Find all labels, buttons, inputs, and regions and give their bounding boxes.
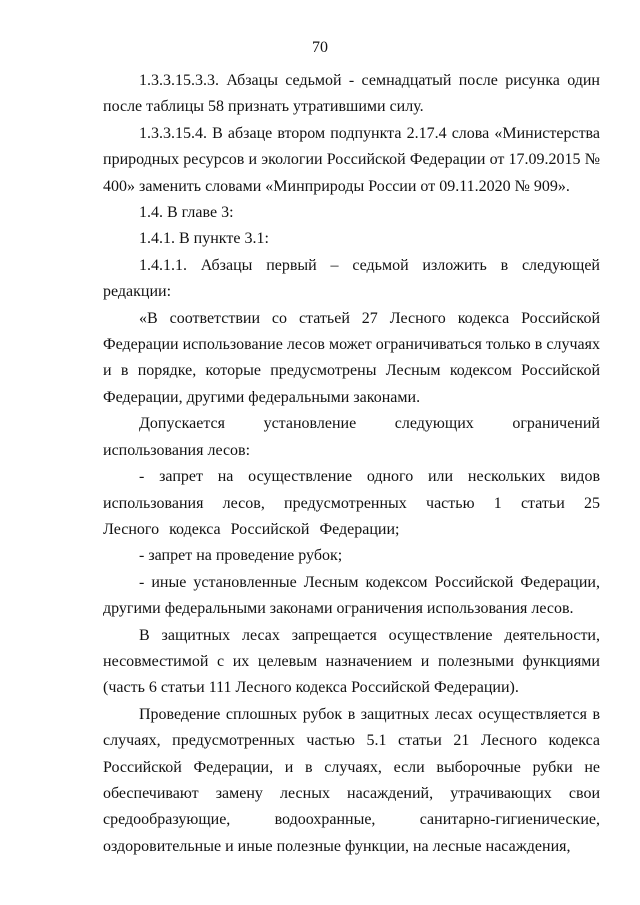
paragraph-1-3-3-15-4: 1.3.3.15.4. В абзаце втором подпункта 2.17.4 слова «Министерства природных ресурсов и экологии Российской Федерации от 17.09.2015 № 400» заменить словами «Минприроды России от 09.11.2020 № 909». [103,124,600,195]
document-body [103,68,600,860]
page-number: 70 [312,39,328,56]
quoted-paragraph-article-27: «В соответствии со статьей 27 Лесного кодекса Российской Федерации использование лесов может ограничиваться только в случаях и в порядке, которые предусмотрены Лесным кодексом Российской Федерации, другими федеральными законами. [103,309,600,406]
list-item-other-restrictions: - иные установленные Лесным кодексом Российской Федерации, другими федеральными законами ограничения использования лесов. [103,573,600,618]
list-item-ban-use-types: - запрет на осуществление одного или нескольких видов использования лесов, предусмотренных частью 1 статьи 25 Лесного кодекса Российской Федерации; [103,468,600,538]
paragraph-1-4: 1.4. В главе 3: [139,204,234,222]
paragraph-1-4-1-1: 1.4.1.1. Абзацы первый – седьмой изложить в следующей редакции: [103,256,600,301]
list-item-ban-cutting: - запрет на проведение рубок; [139,547,343,565]
paragraph-1-3-3-15-3-3: 1.3.3.15.3.3. Абзацы седьмой - семнадцатый после рисунка один после таблицы 58 признать утратившими силу. [103,72,600,116]
quoted-paragraph-protective-forests: В защитных лесах запрещается осуществление деятельности, несовместимой с их целевым назначением и полезными функциями (часть 6 статьи 111 Лесного кодекса Российской Федерации). [103,626,600,697]
quoted-paragraph-restrictions-intro: Допускается установление следующих ограничений использования лесов: [103,415,600,459]
quoted-paragraph-clear-cutting: Проведение сплошных рубок в защитных лесах осуществляется в случаях, предусмотренных частью 5.1 статьи 21 Лесного кодекса Российской Федерации, и в случаях, если выборочные рубки не обеспечивают замену лесных насаждений, утрачивающих свои средообразующие, водоохранные, санитарно-гигиенические, оздоровительные и иные полезные функции, на лесные насаждения, [103,705,600,855]
paragraph-1-4-1: 1.4.1. В пункте 3.1: [139,230,269,248]
